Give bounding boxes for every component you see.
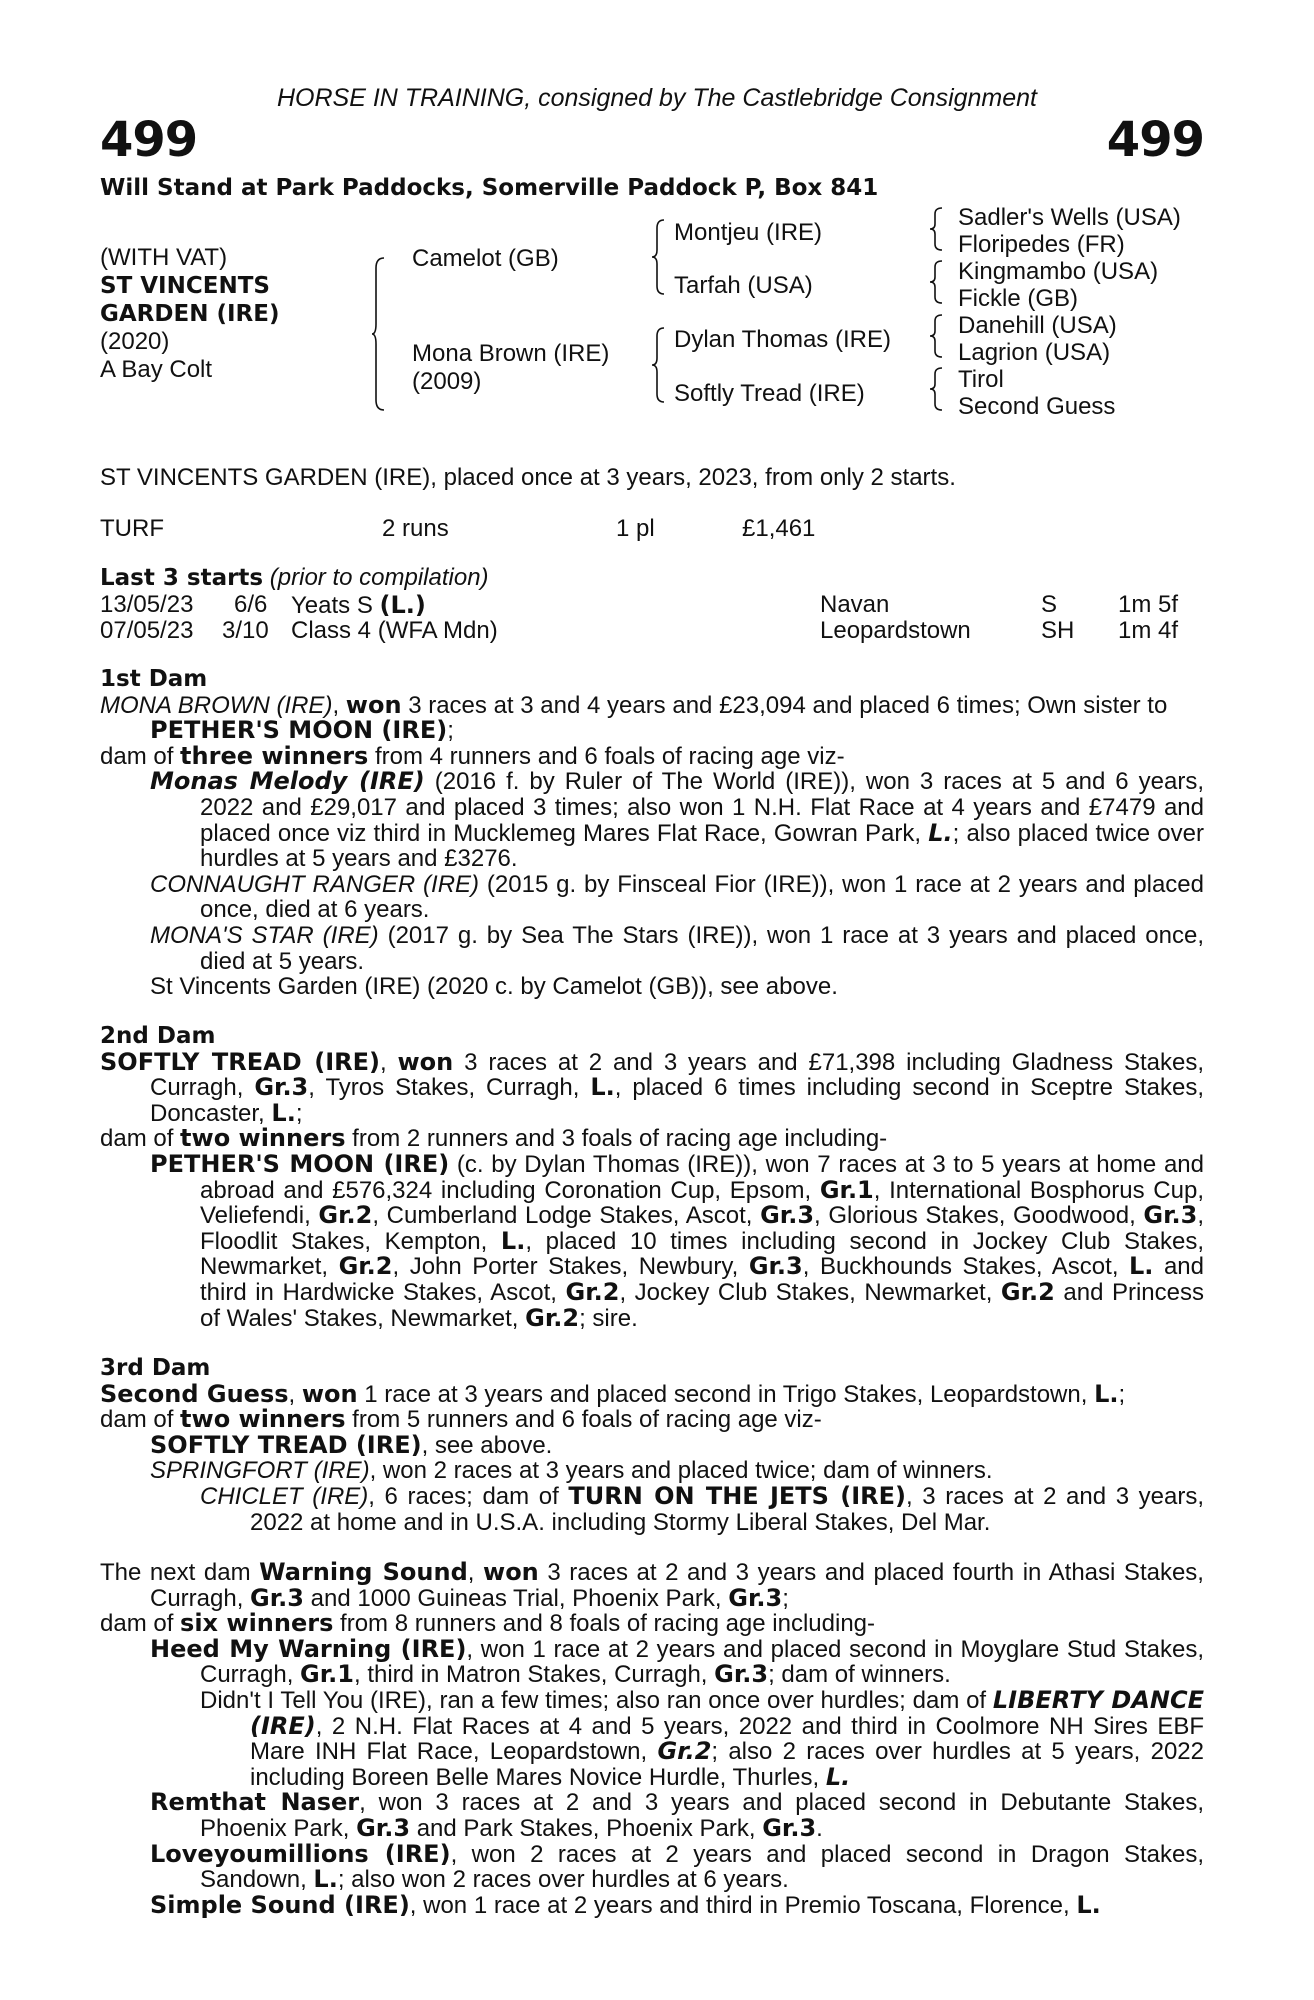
fourth-dam-progeny-heed-my-warning: Heed My Warning (IRE), won 1 race at 2 years and placed second in Moyglare Stud Stakes, Curragh, Gr.1, third in Matron Stakes, Curragh, Gr.3; dam of winners. xyxy=(150,1634,1204,1689)
first-dam-won: won xyxy=(345,690,402,719)
pedigree-ddd: Second Guess xyxy=(958,393,1116,420)
last-starts-note: (prior to compilation) xyxy=(269,564,489,591)
fourth-dam-progeny-loveyoumillions: Loveyoumillions (IRE), won 2 races at 2 years and placed second in Dragon Stakes, Sandown, L.; also won 2 races over hurdles at 6 years. xyxy=(150,1839,1205,1894)
fourth-dam-progeny-remthat-naser: Remthat Naser, won 3 races at 2 and 3 years and placed second in Debutante Stakes, Phoenix Park, Gr.3 and Park Stakes, Phoenix Park, Gr.3. xyxy=(150,1788,1205,1842)
first-dam-winners: three winners xyxy=(180,741,369,770)
lot-number-left: 499 xyxy=(100,112,198,168)
start-1-race xyxy=(291,591,426,620)
record-surface: TURF xyxy=(100,515,164,542)
pedigree-sire: Camelot (GB) xyxy=(412,245,559,272)
vat-status: (WITH VAT) xyxy=(100,244,228,271)
fourth-dam-progeny-simple-sound: Simple Sound (IRE), won 1 race at 2 years and third in Premio Toscana, Florence, L. xyxy=(150,1890,1101,1919)
pedigree-sire-sire: Montjeu (IRE) xyxy=(674,219,823,246)
pedigree-brace-3 xyxy=(652,326,664,404)
stand-location: Will Stand at Park Paddocks, Somerville Paddock P, Box 841 xyxy=(100,175,879,201)
record-earnings: £1,461 xyxy=(742,515,816,542)
start-2-date: 07/05/23 xyxy=(100,617,194,644)
second-dam-name: SOFTLY TREAD (IRE) xyxy=(100,1047,380,1076)
pedigree-brace-7 xyxy=(930,366,942,412)
progeny-pethers-moon: PETHER'S MOON (IRE) xyxy=(150,1149,450,1178)
fourth-dam-produce-intro: dam of six winners from 8 runners and 8 foals of racing age including- xyxy=(100,1609,876,1638)
second-dam-section xyxy=(100,1024,1204,1331)
start-2-going: SH xyxy=(1041,617,1075,644)
horse-identity xyxy=(100,244,279,384)
pedigree-sds: Kingmambo (USA) xyxy=(958,258,1159,285)
pedigree-dsd: Lagrion (USA) xyxy=(958,339,1111,366)
lot-number-right: 499 xyxy=(1106,112,1204,168)
pedigree-sdd: Fickle (GB) xyxy=(958,285,1078,312)
progeny-monas-melody: Monas Melody (IRE) xyxy=(150,767,425,796)
progeny-connaught-ranger: CONNAUGHT RANGER (IRE) xyxy=(150,870,480,898)
race-summary: ST VINCENTS GARDEN (IRE), placed once at 3 years, 2023, from only 2 starts. xyxy=(100,464,956,491)
first-dam-name: MONA BROWN (IRE) xyxy=(100,691,333,719)
start-2-course: Leopardstown xyxy=(820,617,971,644)
pedigree-dam-sire: Dylan Thomas (IRE) xyxy=(674,326,891,353)
start-1-date: 13/05/23 xyxy=(100,591,194,618)
third-dam-progeny-springfort: SPRINGFORT (IRE), won 2 races at 3 years and placed twice; dam of winners. xyxy=(150,1457,993,1485)
second-dam-heading: 2nd Dam xyxy=(100,1023,216,1049)
fourth-dam-name: Warning Sound xyxy=(259,1558,468,1586)
pedigree-brace-4 xyxy=(930,206,942,252)
start-1-going: S xyxy=(1041,591,1058,618)
pedigree-dss: Danehill (USA) xyxy=(958,312,1117,339)
horse-description: A Bay Colt xyxy=(100,356,213,383)
pedigree-brace-2 xyxy=(652,218,664,296)
start-1-position: 6/6 xyxy=(234,591,268,618)
progeny-monas-star: MONA'S STAR (IRE) xyxy=(150,921,379,949)
third-dam-progeny-softly-tread: SOFTLY TREAD (IRE), see above. xyxy=(150,1430,553,1459)
third-dam-name: Second Guess xyxy=(100,1379,289,1408)
first-dam-summary: MONA BROWN (IRE), won 3 races at 3 and 4 years and £23,094 and placed 6 times; Own sister to PETHER'S MOON (IRE); xyxy=(100,690,1168,745)
start-1-grade: (L.) xyxy=(379,591,426,619)
third-dam-summary: Second Guess, won 1 race at 3 years and placed second in Trigo Stakes, Leopardstown, L.; xyxy=(100,1379,1126,1408)
record-runs: 2 runs xyxy=(382,515,449,542)
first-dam-produce-intro: dam of three winners from 4 runners and 6 foals of racing age viz- xyxy=(100,741,845,770)
horse-name xyxy=(100,272,279,328)
start-1-distance: 1m 5f xyxy=(1118,591,1179,618)
pedigree-dam-dam: Softly Tread (IRE) xyxy=(674,380,865,407)
pedigree-dam-year: (2009) xyxy=(412,368,482,395)
first-dam-progeny-3: MONA'S STAR (IRE) (2017 g. by Sea The Stars (IRE)), won 1 race at 3 years and placed once, died at 5 years. xyxy=(150,921,1204,975)
start-2-race: Class 4 (WFA Mdn) xyxy=(291,617,498,644)
second-dam-produce-intro: dam of two winners from 2 runners and 3 foals of racing age including- xyxy=(100,1124,888,1153)
last-starts-heading xyxy=(100,565,1204,592)
first-dam-progeny-4: St Vincents Garden (IRE) (2020 c. by Camelot (GB)), see above. xyxy=(150,973,838,1001)
third-dam-heading: 3rd Dam xyxy=(100,1355,211,1381)
record-placings: 1 pl xyxy=(616,515,655,542)
pedigree-dam: Mona Brown (IRE) xyxy=(412,340,610,367)
horse-name-line2: GARDEN (IRE) xyxy=(100,301,280,327)
fourth-dam-summary: The next dam Warning Sound, won 3 races at 2 and 3 years and placed fourth in Athasi Stakes, Curragh, Gr.3 and 1000 Guineas Trial, Phoenix Park, Gr.3; xyxy=(100,1558,1204,1612)
horse-year: (2020) xyxy=(100,328,170,355)
pedigree-brace-6 xyxy=(930,313,942,359)
first-dam-section xyxy=(100,667,1204,1000)
horse-name-line1: ST VINCENTS xyxy=(100,273,270,299)
pedigree-ssd: Floripedes (FR) xyxy=(958,231,1125,258)
start-2-distance: 1m 4f xyxy=(1118,617,1179,644)
first-dam-progeny-2: CONNAUGHT RANGER (IRE) (2015 g. by Finsceal Fior (IRE)), won 1 race at 2 years and placed once, died at 6 years. xyxy=(150,870,1204,924)
pedigree-sire-dam: Tarfah (USA) xyxy=(674,272,813,299)
start-1-race-name: Yeats S xyxy=(291,592,373,619)
catalogue-header: HORSE IN TRAINING, consigned by The Castlebridge Consignment xyxy=(276,84,1038,112)
fourth-dam-section xyxy=(100,1560,1204,1918)
first-dam-sister: PETHER'S MOON (IRE) xyxy=(150,716,448,745)
third-dam-grand-progeny-chiclet: CHICLET (IRE), 6 races; dam of TURN ON THE JETS (IRE), 3 races at 2 and 3 years, 2022 at home and in U.S.A. including Stormy Liberal Stakes, Del Mar. xyxy=(200,1481,1204,1536)
start-2-position: 3/10 xyxy=(222,617,269,644)
pedigree-brace-5 xyxy=(930,259,942,305)
last-starts-title: Last 3 starts xyxy=(100,565,264,591)
third-dam-produce-intro: dam of two winners from 5 runners and 6 foals of racing age viz- xyxy=(100,1405,822,1434)
fourth-dam-grand-progeny-didnt-i-tell-you: Didn't I Tell You (IRE), ran a few times; also ran once over hurdles; dam of LIBERTY DANCE (IRE), 2 N.H. Flat Races at 4 and 5 years, 2022 and third in Coolmore NH Sires EBF Mare INH Flat Race, Leopardstown, Gr.2; also 2 races over hurdles at 5 years, 2022 including Boreen Belle Mares Novice Hurdle, Thurles, L. xyxy=(200,1685,1204,1791)
pedigree-dds: Tirol xyxy=(958,366,1004,393)
third-dam-section xyxy=(100,1356,1204,1535)
pedigree-sss: Sadler's Wells (USA) xyxy=(958,204,1181,231)
second-dam-summary: SOFTLY TREAD (IRE), won 3 races at 2 and 3 years and £71,398 including Gladness Stakes, Curragh, Gr.3, Tyros Stakes, Curragh, L., placed 6 times including second in Sceptre Stakes, Doncaster, L.; xyxy=(100,1047,1204,1127)
second-dam-progeny-pethers-moon: PETHER'S MOON (IRE) (c. by Dylan Thomas (IRE)), won 7 races at 3 to 5 years at home and abroad and £576,324 including Coronation Cup, Epsom, Gr.1, International Bosphorus Cup, Veliefendi, Gr.2, Cumberland Lodge Stakes, Ascot, Gr.3, Glorious Stakes, Goodwood, Gr.3, Floodlit Stakes, Kempton, L., placed 10 times including second in Jockey Club Stakes, Newmarket, Gr.2, John Porter Stakes, Newbury, Gr.3, Buckhounds Stakes, Ascot, L. and third in Hardwicke Stakes, Ascot, Gr.2, Jockey Club Stakes, Newmarket, Gr.2 and Princess of Wales' Stakes, Newmarket, Gr.2; sire. xyxy=(150,1149,1205,1332)
pedigree-brace-1 xyxy=(372,256,384,412)
first-dam-progeny-1: Monas Melody (IRE) (2016 f. by Ruler of The World (IRE)), won 3 races at 5 and 6 years, 2022 and £29,017 and placed 3 times; also won 1 N.H. Flat Race at 4 years and £7479 and placed once viz third in Mucklemeg Mares Flat Race, Gowran Park, L.; also placed twice over hurdles at 5 years and £3276. xyxy=(150,767,1204,873)
start-1-course: Navan xyxy=(820,591,890,618)
first-dam-heading: 1st Dam xyxy=(100,666,208,692)
